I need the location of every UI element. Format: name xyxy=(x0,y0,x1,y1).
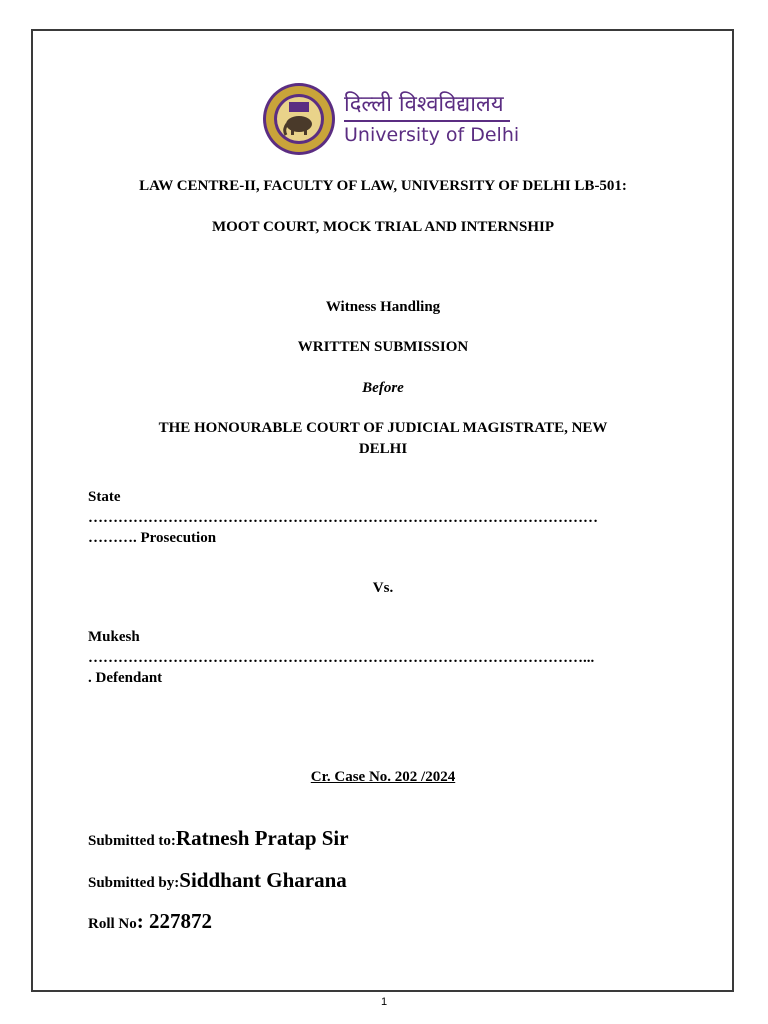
state-dot-leader: ………………………………………………………………………………………… xyxy=(88,510,598,526)
roll-number-label: Roll No xyxy=(88,916,137,932)
case-number xyxy=(33,769,733,786)
submitted-by-label: Submitted by: xyxy=(88,875,180,891)
topic: Witness Handling xyxy=(325,299,441,315)
court-line-1: THE HONOURABLE COURT OF JUDICIAL MAGISTRATE, NEW xyxy=(158,420,608,436)
logo-divider xyxy=(344,120,510,122)
logo-hindi-text: दिल्ली विश्वविद्यालय xyxy=(344,92,504,117)
accused-dot-leader: ………………………………………………………………………………………... xyxy=(88,650,595,666)
court-line-2: DELHI xyxy=(358,441,408,457)
prosecution-label: ………. Prosecution xyxy=(88,530,217,546)
submitted-to-label: Submitted to: xyxy=(88,833,176,849)
before-label: Before xyxy=(362,380,404,396)
roll-number xyxy=(88,909,212,934)
university-seal-icon xyxy=(262,82,336,156)
university-logo xyxy=(262,82,520,158)
logo-english-text: University of Delhi xyxy=(344,124,520,146)
header-line-1: LAW CENTRE-II, FACULTY OF LAW, UNIVERSITY OF DELHI LB-501: xyxy=(139,178,627,194)
document-type: WRITTEN SUBMISSION xyxy=(297,339,469,355)
roll-number-value: : 227872 xyxy=(136,909,212,933)
case-number-text: Cr. Case No. 202 /2024 xyxy=(310,769,456,785)
submitted-to-value: Ratnesh Pratap Sir xyxy=(175,826,349,850)
submitted-to xyxy=(88,826,349,851)
page-number: 1 xyxy=(380,996,388,1008)
versus: Vs. xyxy=(372,580,394,596)
party-accused: Mukesh xyxy=(88,629,140,645)
submitted-by-value: Siddhant Gharana xyxy=(179,868,347,892)
defendant-label: . Defendant xyxy=(88,670,163,686)
submitted-by xyxy=(88,868,347,893)
header-line-2: MOOT COURT, MOCK TRIAL AND INTERNSHIP xyxy=(211,219,555,235)
party-state: State xyxy=(88,489,121,505)
